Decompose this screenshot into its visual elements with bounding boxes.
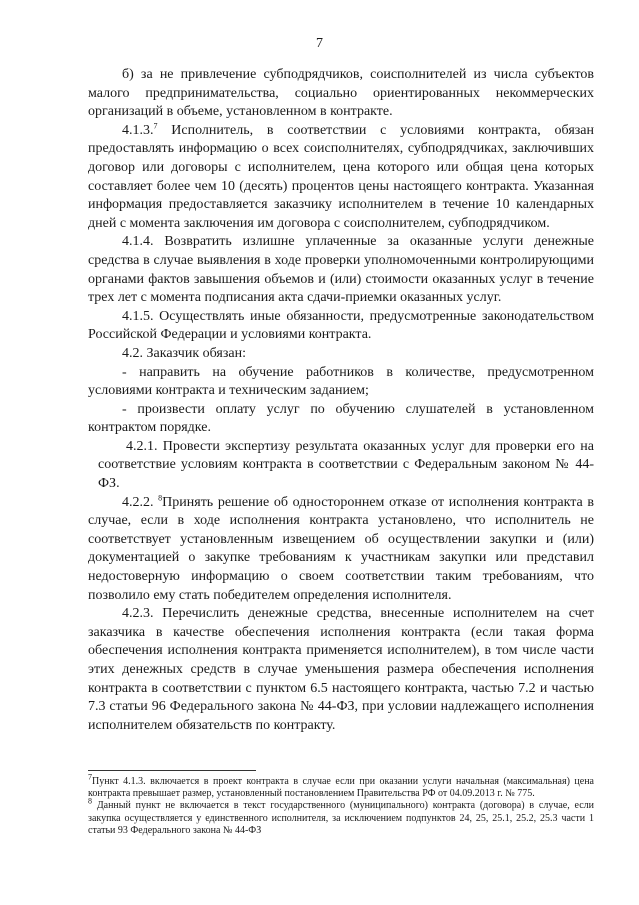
paragraph-text: Принять решение об одностороннем отказе от исполнения контракта в случае, если в ходе исполнения контракта установлено, что исполнитель не соответствует установленным извещением об осуществлении закупки и (или) документацией о закупке требованиям к участникам закупки или представил недостоверную информацию о своем соответствии таким требованиям, что позволило ему стать победителем определения исполнителя.	[88, 494, 595, 603]
footnote-ref-8[interactable]: 8	[158, 493, 163, 502]
clause-number: 4.1.3.	[122, 122, 154, 138]
clause-number: 4.2.2.	[122, 494, 154, 510]
footnote-7	[88, 772, 594, 800]
footnote-mark: 8	[88, 797, 92, 807]
footnote-mark: 7	[88, 772, 92, 782]
footnote-8	[88, 797, 594, 837]
paragraph-dash-2: - произвести оплату услуг по обучению слушателей в установленном контрактом порядке.	[88, 401, 594, 436]
footnote-text: Пункт 4.1.3. включается в проект контракта в случае если при оказании услуги начальная (максимальная) цена контракта превышает размер, установленный постановлением Правительства РФ от 04.09.2013 г. № 775.	[88, 776, 594, 800]
paragraph-4-2-1: 4.2.1. Провести экспертизу результата оказанных услуг для проверки его на соответствие условиям контракта в соответствии с Федеральным законом № 44-ФЗ.	[98, 438, 594, 492]
paragraph-text: Исполнитель, в соответствии с условиями контракта, обязан предоставлять информацию о всех соисполнителях, субподрядчиках, заключивших договор или договоры с исполнителем, цена которого или общая цена которых составляет более чем 10 (десять) процентов цены настоящего контракта. Указанная информация предоставляется заказчику исполнителем в течение 10 календарных дней с момента заключения им договора с соисполнителем, субподрядчиком.	[88, 122, 594, 231]
footnote-text: Данный пункт не включается в текст государственного (муниципального) контракта (договора) в случае, если закупка осуществляется у единственного исполнителя, за исключением подпунктов 24, 25, 25.1, 25.2, 25.3 части 1 статьи 93 Федерального закона № 44-ФЗ	[88, 800, 594, 836]
page-number: 7	[316, 36, 323, 51]
paragraph-b: б) за не привлечение субподрядчиков, соисполнителей из числа субъектов малого предпринимательства, социально ориентированных некоммерческих организаций в объеме, установленном в контракте.	[88, 67, 594, 120]
footnote-ref-7[interactable]: 7	[153, 121, 158, 131]
paragraph-dash-1: - направить на обучение работников в количестве, предусмотренном условиями контракта и техническим заданием;	[88, 364, 594, 399]
footnotes	[88, 772, 594, 837]
paragraph-4-2-3: 4.2.3. Перечислить денежные средства, внесенные исполнителем на счет заказчика в качестве обеспечения исполнения контракта (если такая форма обеспечения исполнения контракта применяется исполнителем), в том числе части этих денежных средств в случае уменьшения размера обеспечения исполнения контракта в соответствии с пунктом 6.5 настоящего контракта, частью 7.2 и частью 7.3 статьи 96 Федерального закона № 44-ФЗ, при условии надлежащего исполнения исполнителем обязательств по контракту.	[88, 606, 594, 733]
paragraph-4-1-5: 4.1.5. Осуществлять иные обязанности, предусмотренные законодательством Российской Федерации и условиями контракта.	[88, 308, 594, 343]
paragraph-4-1-3	[88, 122, 594, 234]
footnote-divider	[88, 770, 256, 771]
paragraph-4-2-2	[88, 494, 594, 606]
document-body	[88, 66, 594, 735]
paragraph-4-2: 4.2. Заказчик обязан:	[122, 345, 246, 361]
paragraph-4-1-4: 4.1.4. Возвратить излишне уплаченные за оказанные услуги денежные средства в случае выявления в ходе проверки уполномоченными контролирующими органами фактов завышения объемов и (или) стоимости оказанных услуг в течение трех лет с момента подписания акта сдачи-приемки оказанных услуг.	[88, 234, 594, 306]
